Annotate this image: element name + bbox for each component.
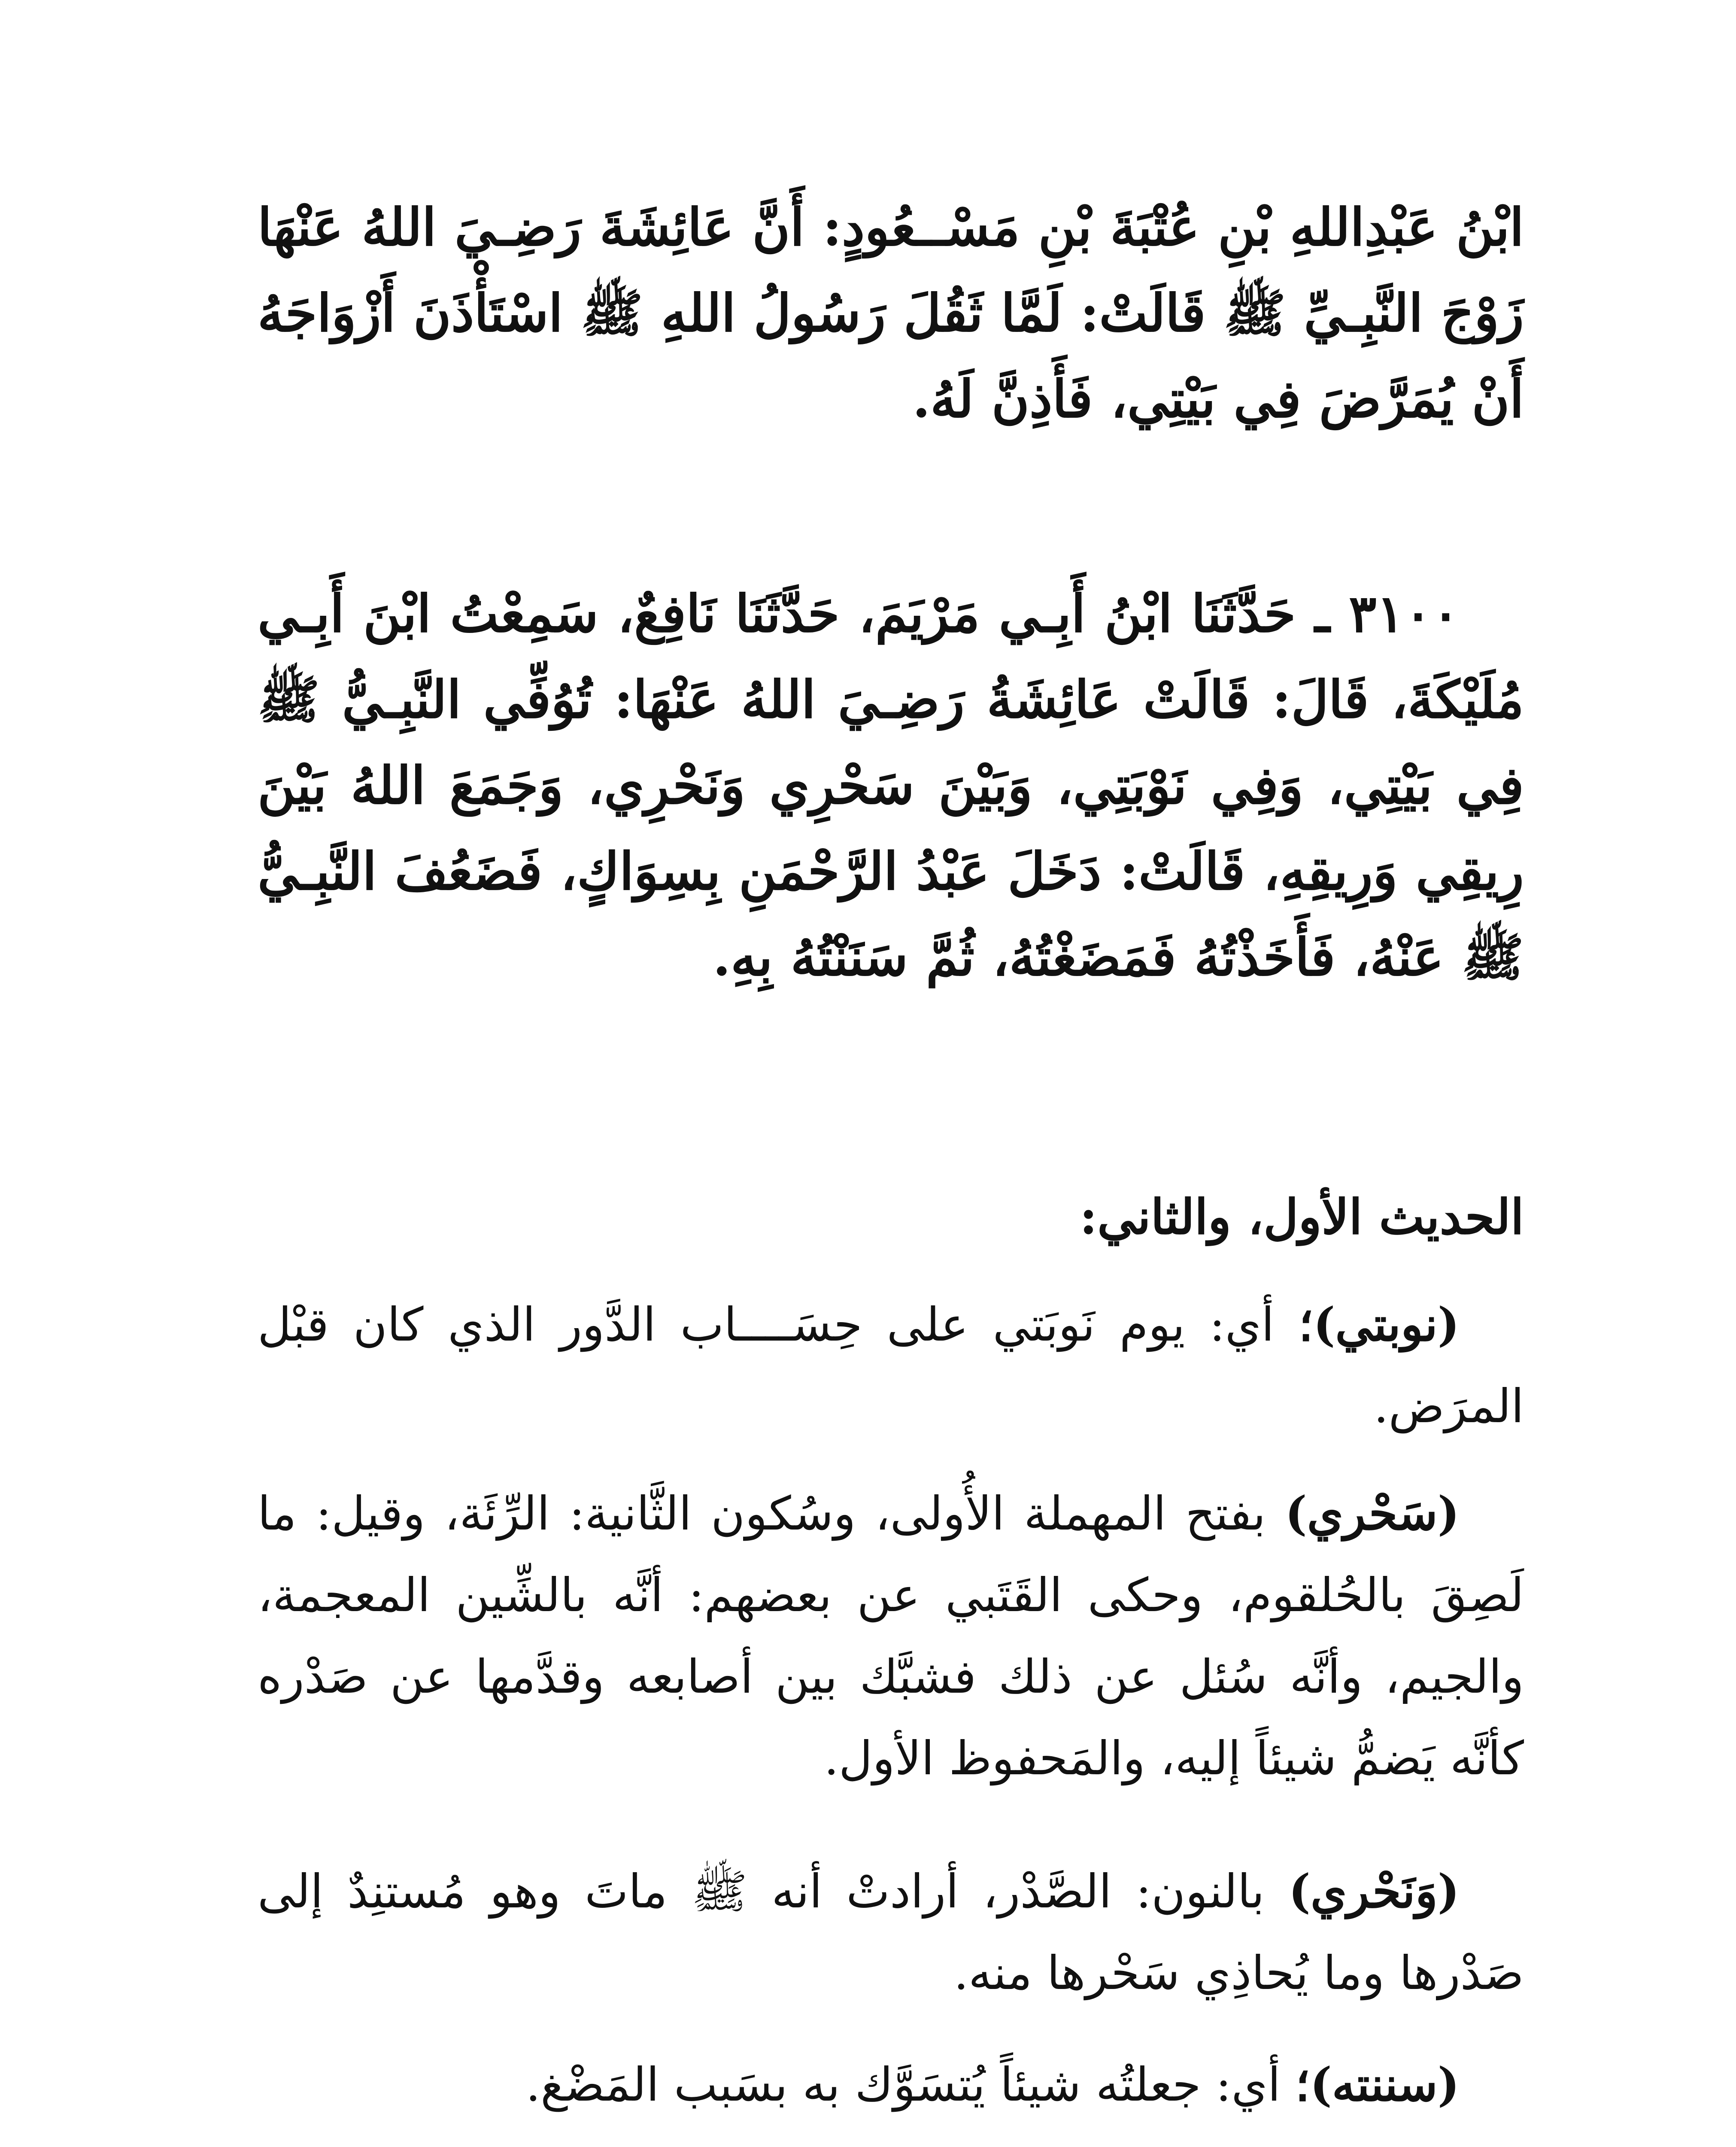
book-page [258, 185, 1524, 2147]
note-text: أي: جعلتُه شيئاً يُتسَوَّك به بسَبب المَضْغ. [525, 2058, 1296, 2112]
note-term: (سننته)؛ [1295, 2058, 1460, 2112]
hadith-continuation-text: ابْنُ عَبْدِاللهِ بْنِ عُتْبَةَ بْنِ مَسْــعُودٍ: أَنَّ عَائِشَةَ رَضِـيَ اللهُ عَنْهَا زَوْجَ النَّبِـيِّ ﷺ قَالَتْ: لَمَّا ثَقُلَ رَسُولُ اللهِ ﷺ اسْتَأْذَنَ أَزْوَاجَهُ أَنْ يُمَرَّضَ فِي بَيْتِي، فَأَذِنَّ لَهُ. [258, 197, 1524, 429]
note-nahri [258, 1851, 1524, 2014]
hadith-3100-text: ٣١٠٠ ـ حَدَّثَنَا ابْنُ أَبِـي مَرْيَمَ، حَدَّثَنَا نَافِعٌ، سَمِعْتُ ابْنَ أَبِـي مُلَيْكَةَ، قَالَ: قَالَتْ عَائِشَةُ رَضِـيَ اللهُ عَنْهَا: تُوُفِّي النَّبِـيُّ ﷺ فِي بَيْتِي، وَفِي نَوْبَتِي، وَبَيْنَ سَحْرِي وَنَحْرِي، وَجَمَعَ اللهُ بَيْنَ رِيقِي وَرِيقِهِ، قَالَتْ: دَخَلَ عَبْدُ الرَّحْمَنِ بِسِوَاكٍ، فَضَعُفَ النَّبِـيُّ ﷺ عَنْهُ، فَأَخَذْتُهُ فَمَضَغْتُهُ، ثُمَّ سَنَنْتُهُ بِهِ. [258, 584, 1524, 988]
note-text: أي: يوم نَوبَتي على حِسَــــاب الدَّور الذي كان قبْل المرَض. [258, 1298, 1524, 1433]
note-text: بفتح المهملة الأُولى، وسُكون الثَّانية: الرِّئَة، وقيل: ما لَصِقَ بالحُلقوم، وحكى القَتَبي عن بعضهم: أنَّه بالشِّين المعجمة، والجيم، وأنَّه سُئل عن ذلك فشبَّك بين أصابعه وقدَّمها عن صَدْره كأنَّه يَضمُّ شيئاً إليه، والمَحفوظ الأول. [258, 1487, 1524, 1785]
note-sahri [258, 1473, 1524, 1800]
note-term: (وَنَحْري) [1288, 1864, 1460, 1919]
commentary-heading: الحديث الأول، والثاني: [1079, 1189, 1524, 1245]
note-sanantuhu [258, 2044, 1524, 2126]
note-term: (نوبتي)؛ [1298, 1298, 1460, 1352]
note-term: (سَحْري) [1285, 1487, 1460, 1541]
note-text: بالنون: الصَّدْر، أرادتْ أنه ﷺ ماتَ وهو مُستنِدٌ إلى صَدْرها وما يُحاذِي سَحْرها منه. [258, 1865, 1524, 2000]
note-nawbati [258, 1284, 1524, 1448]
